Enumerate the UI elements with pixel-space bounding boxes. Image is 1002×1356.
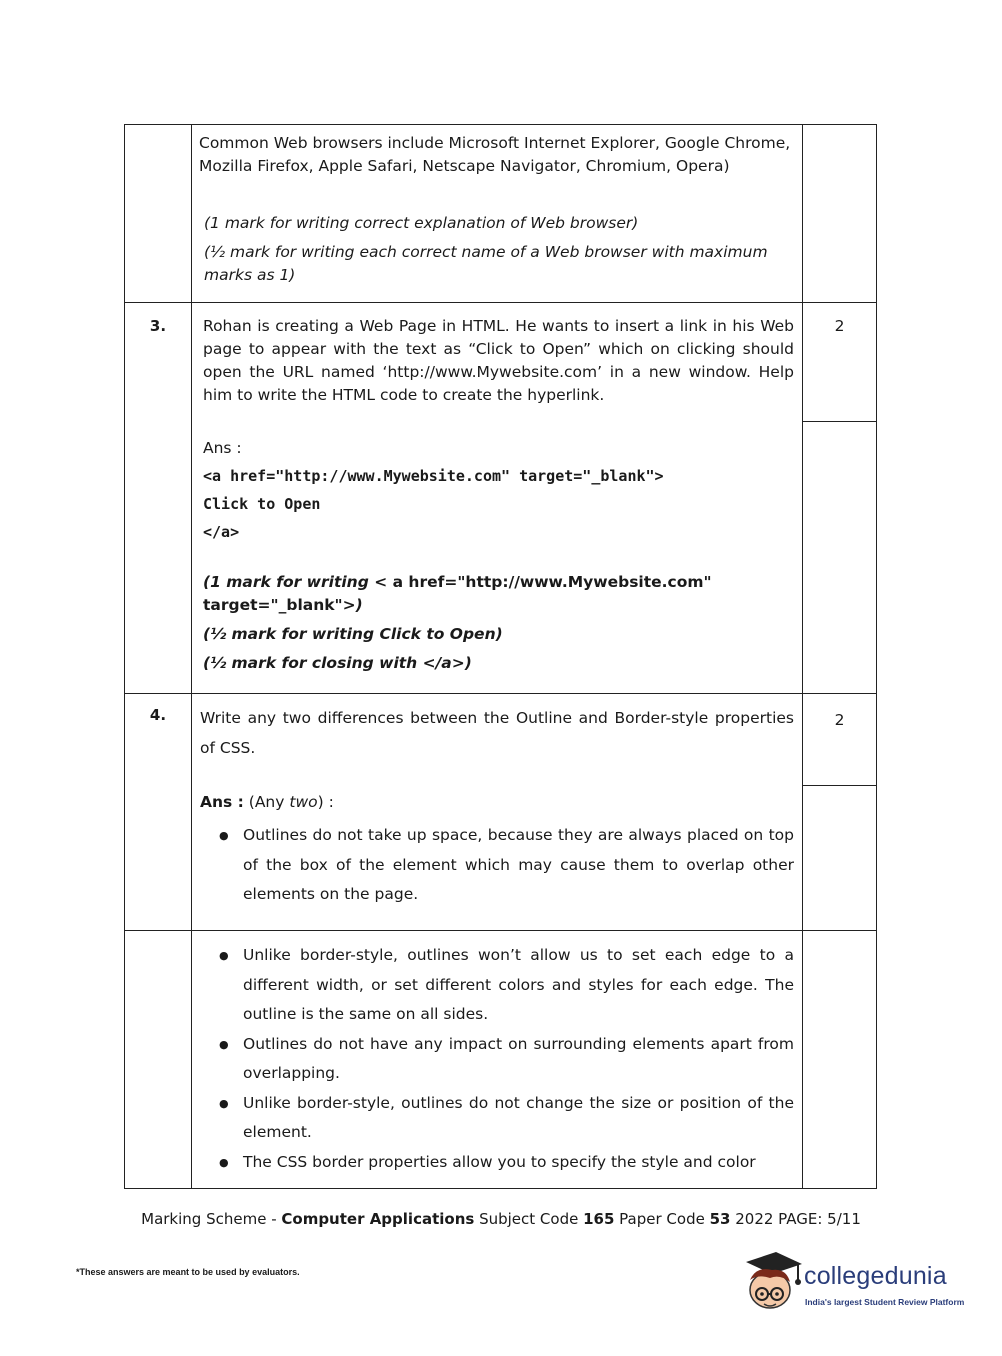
bullet-list (200, 821, 794, 910)
code-line: <a href="http://www.Mywebsite.com" target="_blank"> (203, 467, 664, 485)
marks-cell (803, 303, 876, 693)
paper-code: 53 (709, 1210, 731, 1228)
ans-label: Ans : (200, 793, 244, 811)
mascot-icon (742, 1250, 804, 1320)
subject-code: 165 (583, 1210, 615, 1228)
logo-tagline: India's largest Student Review Platform (805, 1297, 965, 1307)
table-row (125, 125, 876, 302)
table-row (125, 930, 876, 1188)
code-line: </a> (203, 523, 240, 541)
question-number (125, 125, 192, 302)
marks-divider (803, 421, 876, 422)
marking-note-italic: 1 mark for writing (210, 573, 369, 591)
question-text: Rohan is creating a Web Page in HTML. He wants to insert a link in his Web page to appear with the text as “Click to Open” which on clicking should open the URL named ‘http://www.Mywebsite.com’ in a new window. Help him to write the HTML code to create the hyperlink. (203, 317, 794, 404)
marks-value (803, 931, 876, 945)
page-footer: Marking Scheme - Computer Applications Subject Code 165 Paper Code 53 2022 PAGE: 5/11 (141, 1210, 861, 1228)
list-item: ● Outlines do not have any impact on surrounding elements apart from overlapping. (243, 1030, 794, 1089)
answer-cell (192, 125, 803, 302)
answer-cell (192, 303, 803, 693)
list-item: ● The CSS border properties allow you to specify the style and color (243, 1148, 794, 1178)
marking-note: (1 mark for writing < a href="http://www.Mywebsite.com" target="_blank">) (203, 573, 712, 614)
question-number: 3. (125, 303, 192, 693)
ans-label: Ans : (203, 439, 242, 457)
table-row (125, 302, 876, 693)
answer-cell (192, 694, 803, 930)
marks-value (803, 125, 876, 139)
marks-cell (803, 694, 876, 930)
question-number (125, 931, 192, 1188)
marking-table (124, 124, 877, 1189)
ans-label-line: Ans : (Any two) : (200, 793, 334, 811)
marks-cell (803, 125, 876, 302)
question-text: Write any two differences between the Outline and Border-style properties of CSS. (200, 709, 794, 757)
table-row (125, 693, 876, 930)
question-number: 4. (125, 694, 192, 930)
marks-value: 2 (834, 711, 845, 729)
marks-cell (803, 931, 876, 1188)
answer-text: Common Web browsers include Microsoft Internet Explorer, Google Chrome, Mozilla Firefox, Apple Safari, Netscape Navigator, Chromium, Opera) (199, 134, 791, 175)
marks-value: 2 (834, 317, 845, 335)
answer-cell (192, 931, 803, 1188)
list-item: ● Unlike border-style, outlines won’t allow us to set each edge to a different width, or set different colors and styles for each edge. The outline is the same on all sides. (243, 941, 794, 1030)
marking-note: (1 mark for writing correct explanation of Web browser) (204, 214, 639, 232)
code-line: Click to Open (203, 495, 321, 513)
evaluator-note: *These answers are meant to be used by evaluators. (76, 1267, 300, 1277)
marking-note: (½ mark for closing with </a>) (203, 654, 472, 672)
collegedunia-logo (742, 1250, 972, 1320)
marking-note: (½ mark for writing Click to Open) (203, 625, 503, 643)
subject-name: Computer Applications (281, 1210, 475, 1228)
marking-note-code: < a href="http://www.Mywebsite.com" target="_blank"> (203, 573, 712, 614)
list-item: ● Unlike border-style, outlines do not change the size or position of the element. (243, 1089, 794, 1148)
bullet-list (200, 941, 794, 1177)
marks-divider (803, 785, 876, 786)
marking-note: (½ mark for writing each correct name of a Web browser with maximum marks as 1) (204, 243, 768, 284)
logo-wordmark: collegedunia (804, 1262, 947, 1290)
list-item: ● Outlines do not take up space, because they are always placed on top of the box of the element which may cause them to overlap other elements on the page. (243, 821, 794, 910)
page-number: 2022 PAGE: 5/11 (730, 1210, 861, 1228)
